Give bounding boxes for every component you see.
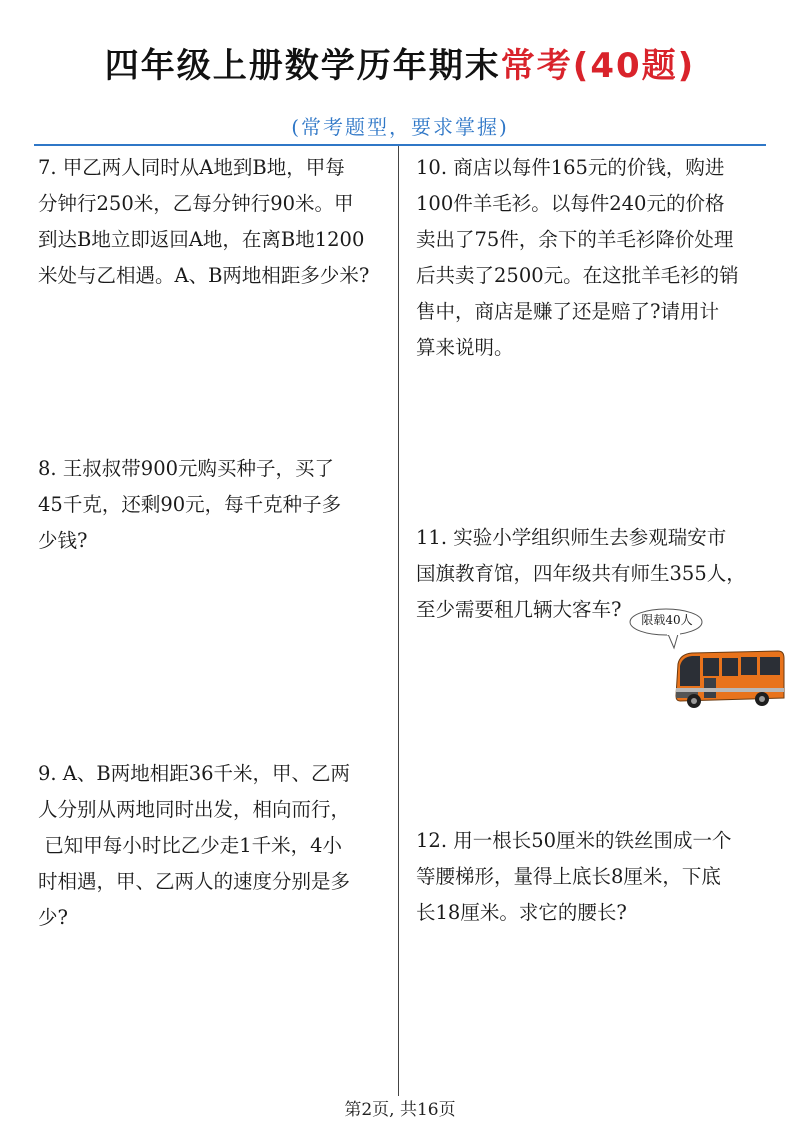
question-11: 11. 实验小学组织师生去参观瑞安市 国旗教育馆，四年级共有师生355人， 至少需要租几辆大客车?: [416, 526, 746, 621]
question-7: 7. 甲乙两人同时从A地到B地，甲每 分钟行250米，乙每分钟行90米。甲 到达B地立即返回A地，在离B地1200 米处与乙相遇。A、B两地相距多少米?: [38, 156, 370, 287]
bubble-text: 限载40人: [641, 613, 693, 627]
question-9: 9. A、B两地相距36千米，甲、乙两 人分别从两地同时出发，相向而行， 已知甲每小时比乙少走1千米，4小 时相遇，甲、乙两人的速度分别是多 少?: [38, 762, 351, 929]
page-subtitle: (常考题型，要求掌握): [291, 115, 509, 139]
question-8: 8. 王叔叔带900元购买种子，买了 45千克，还剩90元，每千克种子多 少钱?: [38, 457, 342, 552]
column-divider: [398, 146, 399, 1096]
header-divider: [34, 144, 766, 146]
question-10: 10. 商店以每件165元的价钱，购进 100件羊毛衫。以每件240元的价格 卖出了75件，余下的羊毛衫降价处理 后共卖了2500元。在这批羊毛衫的销 售中，商店是赚了还是赔了?请用计 算来说明。: [416, 156, 739, 359]
bus-icon: [676, 651, 784, 708]
title-main: 四年级上册数学历年期末: [104, 46, 501, 86]
question-12: 12. 用一根长50厘米的铁丝围成一个 等腰梯形，量得上底长8厘米，下底 长18厘米。求它的腰长?: [416, 829, 732, 924]
page-number: 第2页, 共16页: [344, 1100, 456, 1120]
page-title: [0, 44, 800, 88]
title-highlight: 常考(40题): [500, 46, 696, 86]
